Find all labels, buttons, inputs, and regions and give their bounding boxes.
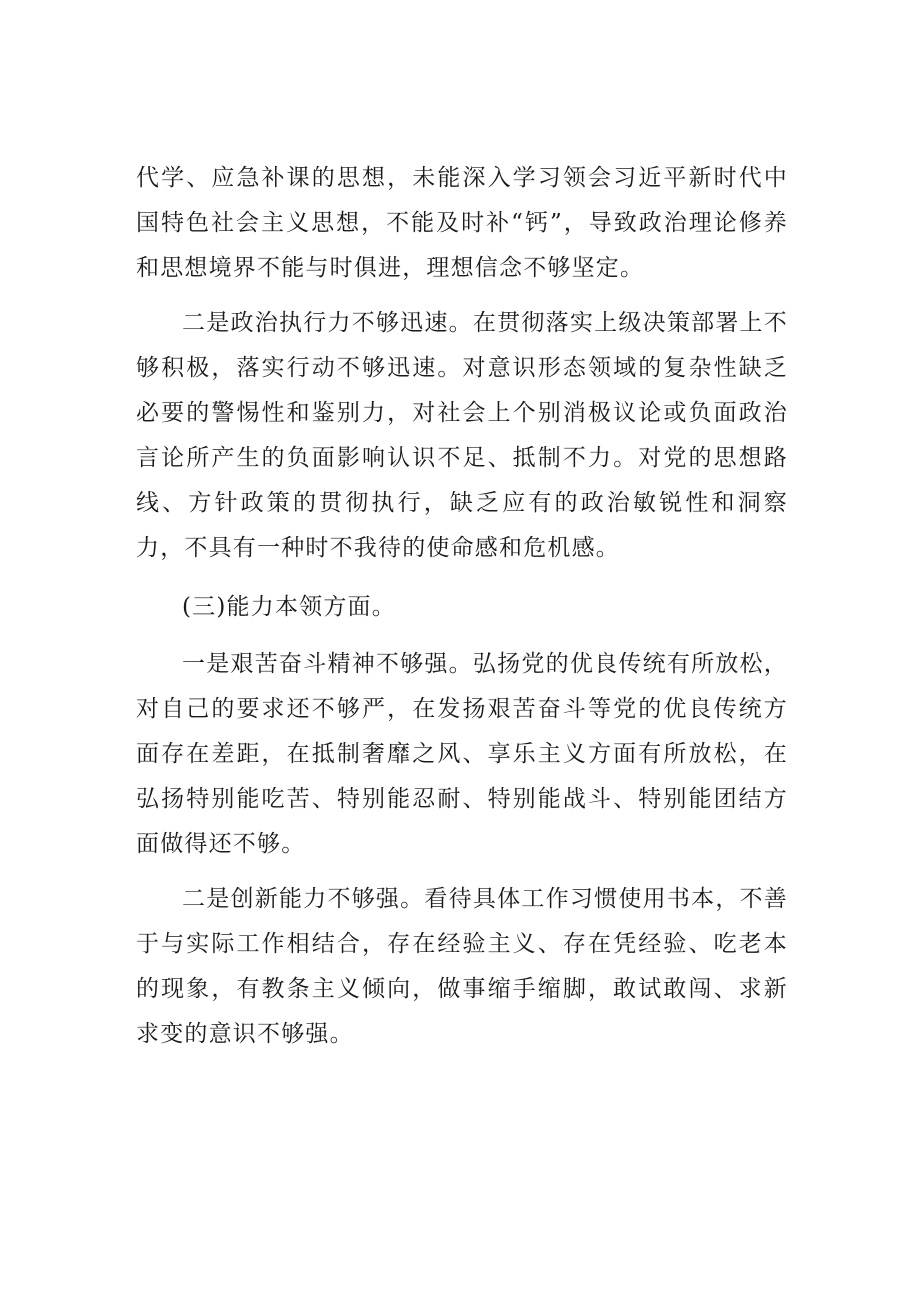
paragraph-political-execution: 二是政治执行力不够迅速。在贯彻落实上级决策部署上不够积极，落实行动不够迅速。对意识形态领域的复杂性缺乏必要的警惕性和鉴别力，对社会上个别消极议论或负面政治言论所产生的负面影响认识不足、抵制不力。对党的思想路线、方针政策的贯彻执行，缺乏应有的政治敏锐性和洞察力，不具有一种时不我待的使命感和危机感。 xyxy=(136,310,788,561)
paragraph-continuation: 代学、应急补课的思想，未能深入学习领会习近平新时代中国特色社会主义思想，不能及时补“钙”，导致政治理论修养和思想境界不能与时俱进，理想信念不够坚定。 xyxy=(136,165,788,281)
document-body xyxy=(136,156,788,1057)
section-heading-ability: (三)能力本领方面。 xyxy=(182,594,396,620)
paragraph-hard-work-spirit: 一是艰苦奋斗精神不够强。弘扬党的优良传统有所放松，对自己的要求还不够严，在发扬艰苦奋斗等党的优良传统方面存在差距，在抵制奢靡之风、享乐主义方面有所放松，在弘扬特别能吃苦、特别能忍耐、特别能战斗、特别能团结方面做得还不够。 xyxy=(136,651,788,857)
paragraph-innovation-ability: 二是创新能力不够强。看待具体工作习惯使用书本，不善于与实际工作相结合，存在经验主义、存在凭经验、吃老本的现象，有教条主义倾向，做事缩手缩脚，敢试敢闯、求新求变的意识不够强。 xyxy=(136,886,788,1047)
